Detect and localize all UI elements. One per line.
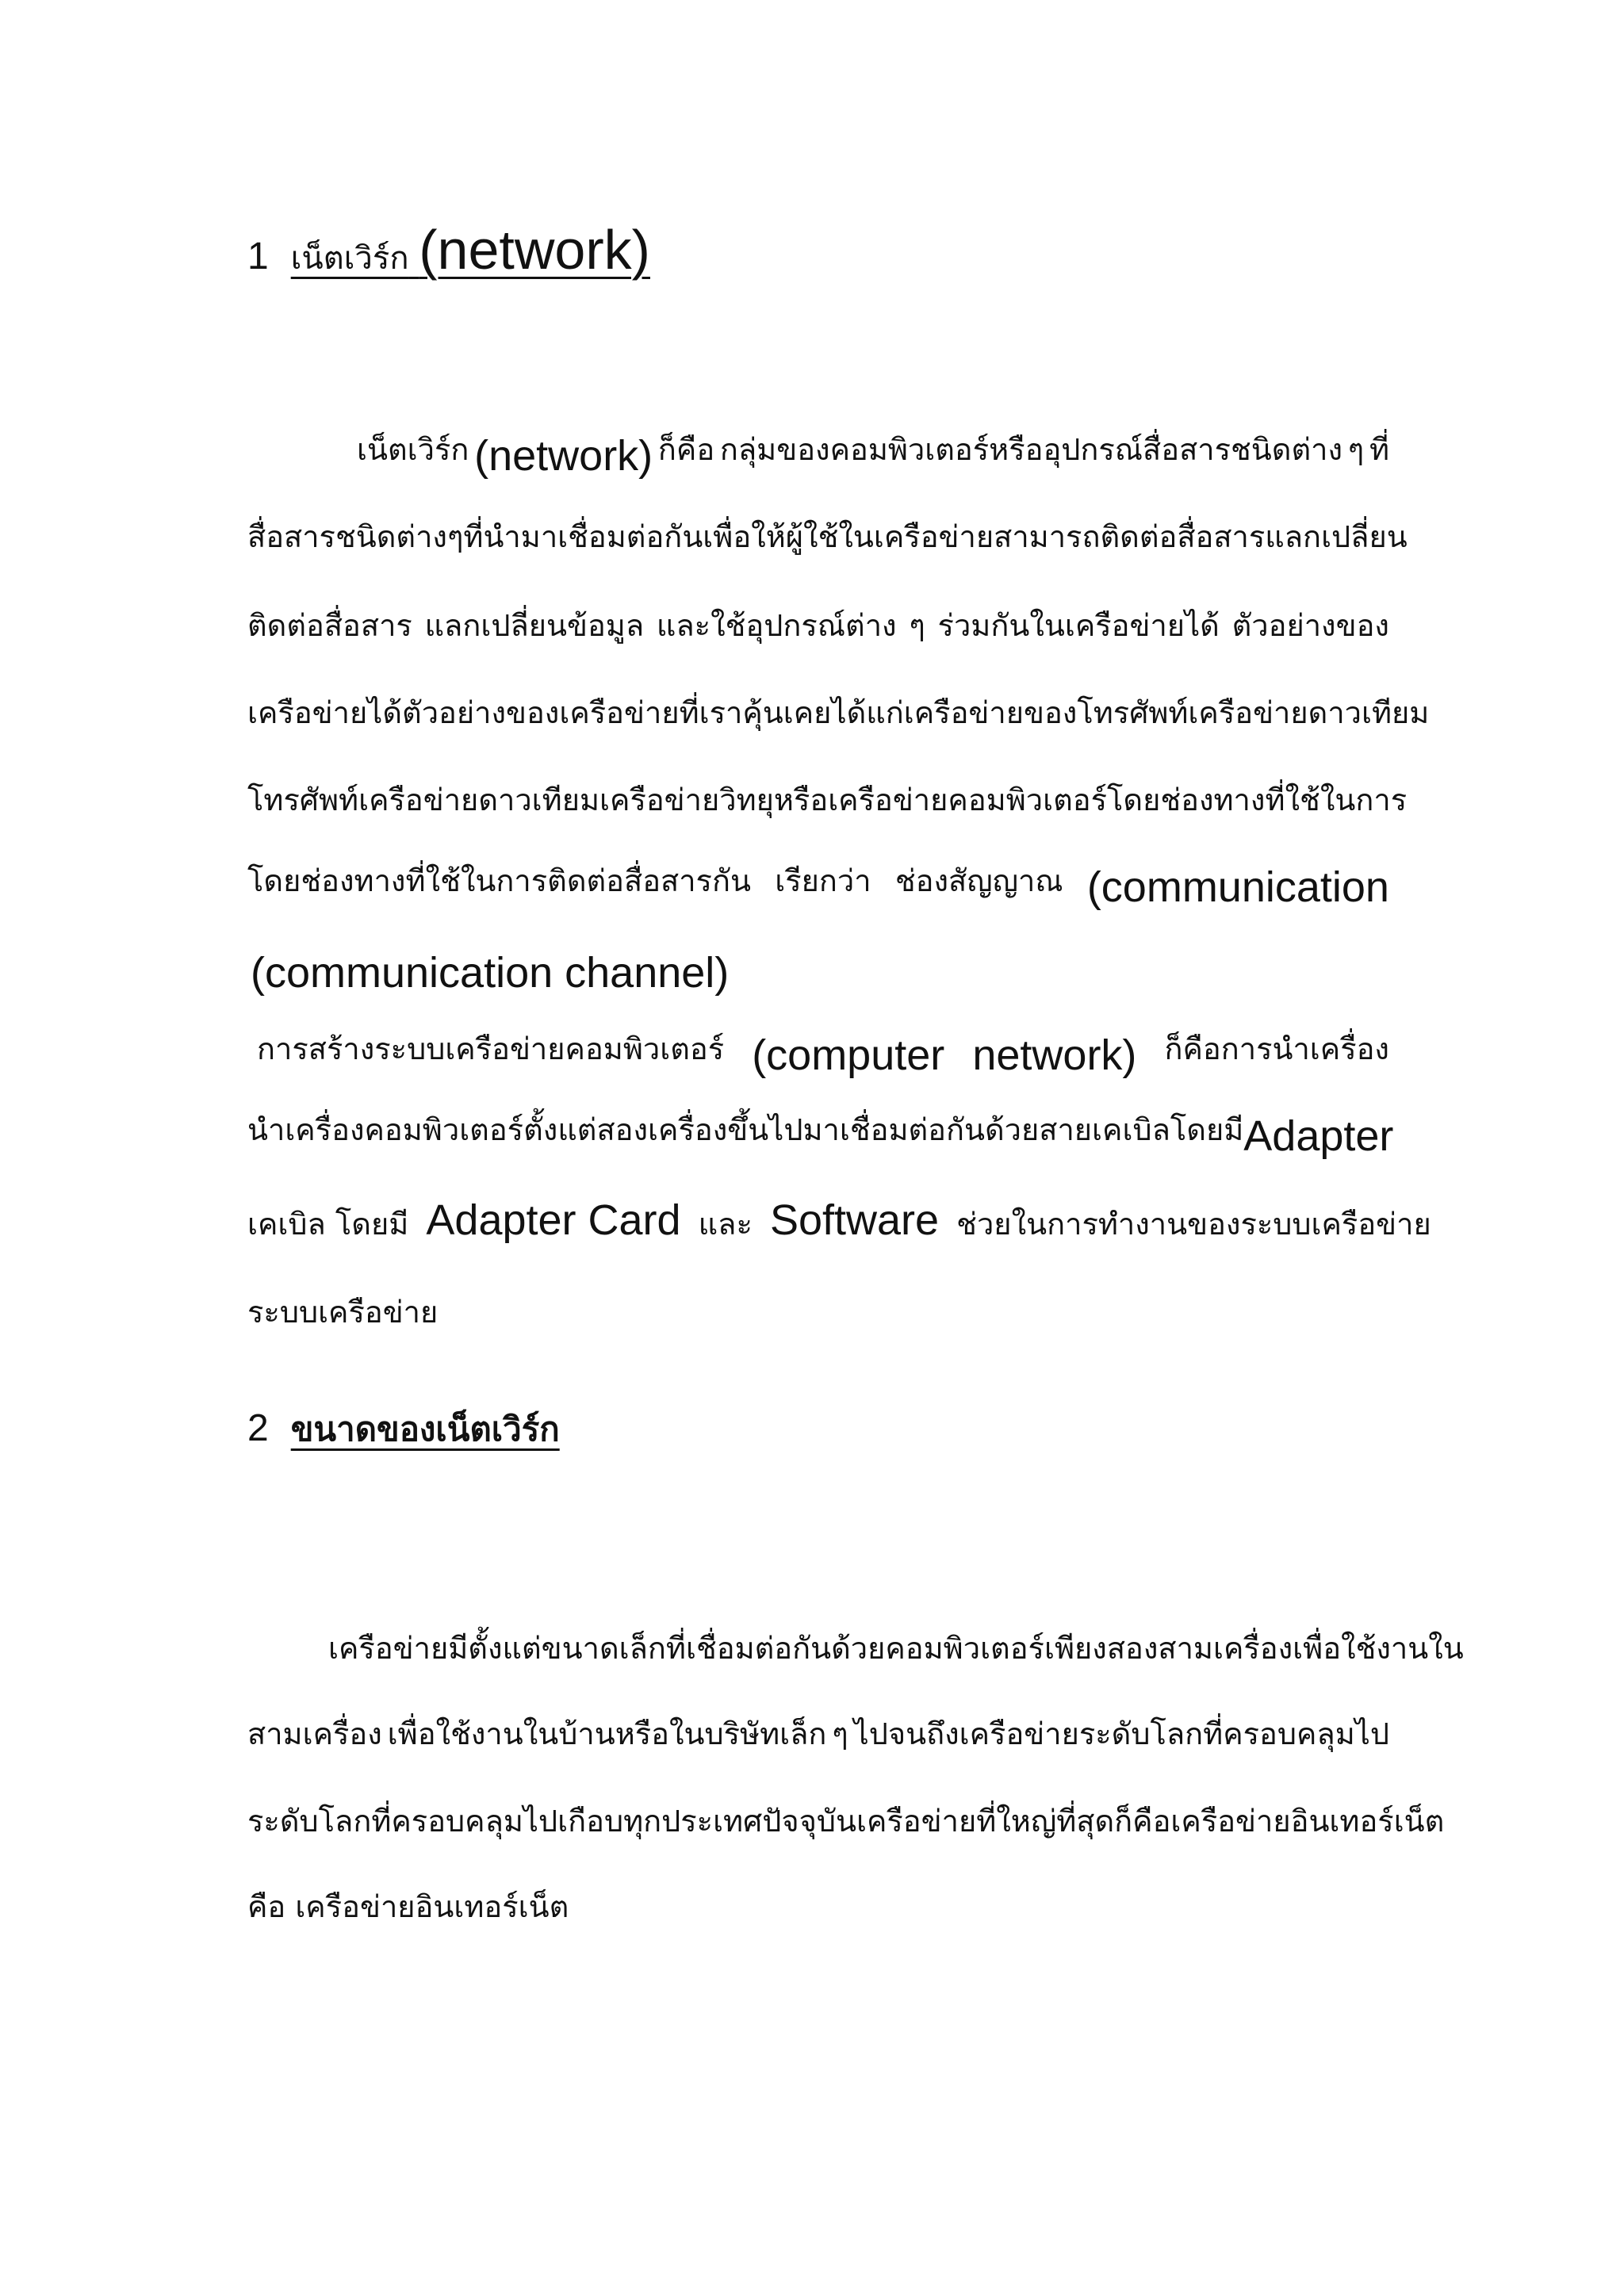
text-run: ระบบเครือข่าย [247,1295,439,1330]
text-run: โดยช่องทางที่ใช้ในการ [1106,783,1408,817]
text-run: ๆ [1347,432,1365,467]
text-run: ๆ [909,608,925,643]
paragraph-3-line-2 [247,1716,1389,1751]
text-run: เพื่อใช้งานใน [1293,1631,1464,1666]
text-run: สามารถติดต่อสื่อสาร [994,519,1266,554]
paragraph-2-line-4 [247,1295,439,1330]
text-run: ระดับโลกที่ครอบคลุมไปเกือบทุกประเทศ [247,1804,763,1839]
paragraph-3-line-4 [247,1889,569,1924]
paragraph-2-line-3 [247,1196,1431,1244]
text-run: ไปจนถึงเครือข่ายระดับโลกที่ครอบคลุมไป [853,1716,1389,1751]
text-run: ที่นำมาเชื่อมต่อกันเพื่อให้ผู้ใช้ในเครือข่าย [463,519,994,554]
text-run: ตัวอย่างของเครือข่ายที่เราคุ้นเคย [402,695,832,730]
text-run: และใช้อุปกรณ์ต่าง [656,608,897,643]
text-run: เคเบิล โดยมี [247,1207,409,1242]
text-run: กลุ่มของคอมพิวเตอร์หรืออุปกรณ์สื่อสารชนิดต่าง [719,432,1343,467]
text-run: เครือข่ายมีตั้งแต่ขนาดเล็กที่เชื่อมต่อกันด้วยคอมพิวเตอร์เพียงสองสามเครื่อง [328,1631,1293,1666]
paragraph-1-line-5 [247,783,1408,817]
text-run: เน็ตเวิร์ก [357,432,469,467]
text-run: สื่อสารชนิดต่าง [247,519,447,554]
section-1-number: 1 [247,235,269,277]
text-run: (communication [1086,863,1389,911]
text-run: ปัจจุบันเครือข่ายที่ใหญ่ที่สุดก็คือ [762,1804,1171,1839]
text-run: สามเครื่อง [247,1716,382,1751]
text-run: ตัวอย่างของ [1231,608,1389,643]
paragraph-2-line-1 [257,1031,1389,1079]
paragraph-3-line-1 [328,1631,1464,1666]
text-run: เครือข่ายได้ [247,695,403,730]
text-run: คือ เครือข่ายอินเทอร์เน็ต [247,1889,569,1924]
text-run: นำเครื่องคอมพิวเตอร์ตั้งแต่สองเครื่องขึ้นไป [247,1112,803,1147]
text-run: หรือเครือข่ายคอมพิวเตอร์ [773,783,1107,817]
text-run: Software [769,1196,940,1244]
text-run: เครือข่ายดาวเทียม [358,783,600,817]
paragraph-3-line-3 [247,1804,1445,1839]
text-run: ที่ [1369,432,1389,467]
section-1-title-en: (network) [419,219,650,281]
text-run: เรียกว่า [775,863,871,898]
text-run: (computer [752,1031,945,1079]
text-run: Adapter [1243,1112,1394,1160]
text-run: และ [698,1207,753,1242]
paragraph-2-line-2 [247,1112,1394,1160]
text-run: ๆ [446,519,464,554]
text-run: network) [972,1031,1137,1079]
text-run: (network) [474,432,653,480]
text-run: (communication channel) [251,949,730,997]
text-run: ช่องสัญญาณ [894,863,1063,898]
section-1-title-thai: เน็ตเวิร์ก [290,240,409,277]
section-1-title [290,219,650,281]
text-run: ก็คือ [657,432,715,467]
text-run: ก็คือการนำเครื่อง [1164,1031,1389,1066]
paragraph-1-line-1 [357,432,1389,480]
paragraph-1-line-4 [247,695,1430,730]
paragraph-1-line-3 [247,610,1389,641]
text-run: ช่วยในการทำงานของระบบเครือข่าย [956,1207,1431,1242]
text-run: โทรศัพท์ [247,783,359,817]
text-run: โดยช่องทางที่ใช้ในการติดต่อสื่อสารกัน [247,863,751,898]
text-run: ๆ [832,1716,848,1751]
text-run: แลกเปลี่ยนข้อมูล [424,608,645,643]
section-2-heading [247,1407,560,1449]
paragraph-1-line-6 [247,863,1389,911]
text-run: ร่วมกันในเครือข่ายได้ [937,608,1220,643]
text-run: เครือข่ายวิทยุ [599,783,774,817]
text-run: ได้แก่ [831,695,904,730]
text-run: Adapter Card [426,1196,681,1244]
text-run: แลกเปลี่ยน [1265,519,1408,554]
text-run: เพื่อใช้งานในบ้านหรือในบริษัทเล็ก [387,1716,827,1751]
paragraph-1-line-7 [251,949,730,997]
section-1-heading [247,219,650,281]
text-run: โดยมี [1170,1112,1244,1147]
paragraph-1-line-2 [247,519,1408,554]
text-run: มาเชื่อมต่อกันด้วยสายเคเบิล [802,1112,1170,1147]
text-run: เครือข่ายของโทรศัพท์ [903,695,1189,730]
text-run: เครือข่ายอินเทอร์เน็ต [1170,1804,1445,1839]
text-run: เครือข่ายดาวเทียม [1188,695,1430,730]
text-run: การสร้างระบบเครือข่ายคอมพิวเตอร์ [257,1031,725,1066]
text-run: ติดต่อสื่อสาร [247,608,412,643]
section-2-title: ขนาดของเน็ตเวิร์ก [290,1410,560,1448]
section-2-number: 2 [247,1407,269,1449]
